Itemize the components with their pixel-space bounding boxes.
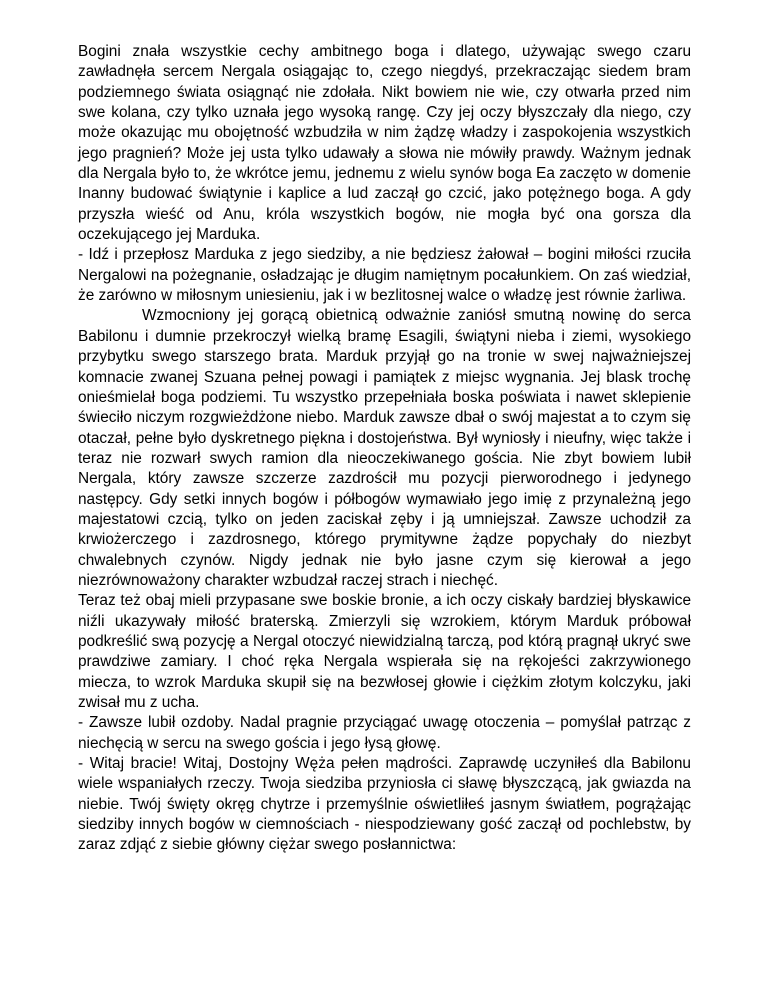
paragraph-3: Wzmocniony jej gorącą obietnicą odważnie zaniósł smutną nowinę do serca Babilonu i dumnie przekroczył wielką bramę Esagili, świątyni nieba i ziemi, wysokiego przybytku swego starszego brata. Marduk przyjął go na tronie w swej najważniejszej komnacie zwanej Szuana pełnej powagi i pamiątek z miejsc wygnania. Jej blask trochę onieśmielał boga podziemi. Tu wszystko przepełniała boska poświata i nawet sklepienie świeciło niczym rozgwieżdżone niebo. Marduk zawsze dbał o swój majestat a to czym się otaczał, pełne było dyskretnego piękna i dostojeństwa. Był wyniosły i nieufny, więc także i teraz nie rozwarł swych ramion dla nieoczekiwanego gościa. Nie zbyt bowiem lubił Nergala, który zawsze szczerze zazdrościł mu pozycji pierworodnego i jedynego następcy. Gdy setki innych bogów i półbogów wymawiało jego imię z przynależną jego majestatowi czcią, tylko on jeden zaciskał zęby i ją umniejszał. Zawsze uchodził za krwiożerczego i zazdrosnego, którego prymitywne żądze popychały do niezbyt chwalebnych czynów. Nigdy jednak nie było jasne czym się kierował a jego niezrównoważony charakter wzbudzał raczej strach i niechęć.	[78, 307, 691, 589]
paragraph-2: - Idź i przepłosz Marduka z jego siedziby, a nie będziesz żałował – bogini miłości rzuciła Nergalowi na pożegnanie, osładzając je długim namiętnym pocałunkiem. On zaś wiedział, że zarówno w miłosnym uniesieniu, jak i w bezlitosnej walce o władzę jest równie żarliwa.	[78, 246, 691, 305]
document-page	[78, 42, 691, 856]
paragraph-6: - Witaj bracie! Witaj, Dostojny Węża pełen mądrości. Zaprawdę uczyniłeś dla Babilonu wiele wspaniałych rzeczy. Twoja siedziba przyniosła ci sławę błyszczącą, jak gwiazda na niebie. Twój święty okręg chytrze i przemyślnie oświetliłeś jasnym światłem, pogrążając siedziby innych bogów w ciemnościach - niespodziewany gość zaczął od pochlebstw, by zaraz zdjąć z siebie główny ciężar swego posłannictwa:	[78, 755, 691, 854]
paragraph-1: Bogini znała wszystkie cechy ambitnego boga i dlatego, używając swego czaru zawładnęła sercem Nergala osiągając to, czego niegdyś, przekraczając siedem bram podziemnego świata osiągnąć nie zdołała. Nikt bowiem nie wie, czy otwarła przed nim swe kolana, czy tylko uznała jego wysoką rangę. Czy jej oczy błyszczały dla niego, czy może okazując mu obojętność wzbudziła w nim żądzę władzy i zaspokojenia wszystkich jego pragnień? Może jej usta tylko udawały a słowa nie mówiły prawdy. Ważnym jednak dla Nergala było to, że wkrótce jemu, jednemu z wielu synów boga Ea zaczęto w domenie Inanny budować świątynie i kaplice a lud zaczął go czcić, jako potężnego boga. A gdy przyszła wieść od Anu, króla wszystkich bogów, nie mogła być ona gorsza dla oczekującego jej Marduka.	[78, 43, 691, 244]
paragraph-4: Teraz też obaj mieli przypasane swe boskie bronie, a ich oczy ciskały bardziej błyskawice niźli ukazywały miłość braterską. Zmierzyli się wzrokiem, którym Marduk próbował podkreślić swą pozycję a Nergal otoczyć niewidzialną tarczą, pod którą pragnął ukryć swe prawdziwe zamiary. I choć ręka Nergala wspierała się na rękojeści zakrzywionego miecza, to wzrok Marduka skupił się na bezwłosej głowie i ciężkim złotym kolczyku, jaki zwisał mu z ucha.	[78, 592, 691, 711]
paragraph-5: - Zawsze lubił ozdoby. Nadal pragnie przyciągać uwagę otoczenia – pomyślał patrząc z niechęcią w sercu na swego gościa i jego łysą głowę.	[78, 714, 691, 752]
